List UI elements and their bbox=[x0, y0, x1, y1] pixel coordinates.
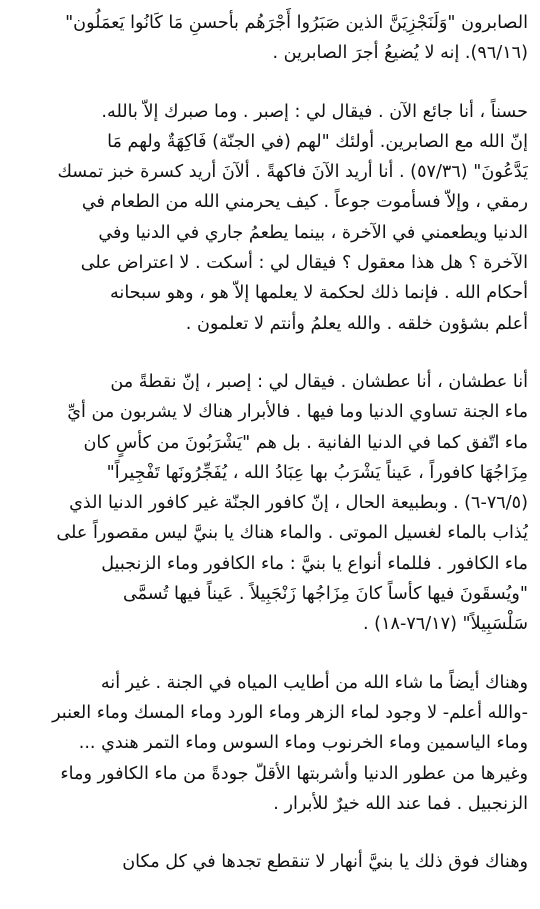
paragraph-2 bbox=[16, 97, 528, 339]
text-line: الصابرون "وَلَنَجْزِيَنَّ الذين صَبَرُوا أَجْرَهُم بأحسنِ مَا كَانُوا يَعمَلُون" bbox=[65, 13, 528, 33]
text-line: أعلم بشؤون خلقه . والله يعلمُ وأنتم لا تعلمون . bbox=[185, 313, 528, 334]
paragraph-gap bbox=[16, 640, 528, 668]
paragraph-gap bbox=[16, 69, 528, 97]
paragraph-4 bbox=[16, 668, 528, 819]
paragraph-gap bbox=[16, 339, 528, 367]
text-line: (٧٦/٥-٦) . وبطبيعة الحال ، إنّ كافور الجنّة غير كافور الدنيا الذي bbox=[69, 493, 528, 514]
text-line: ماء اتّفق كما في الدنيا الفانية . بل هم "يَشْرَبُونَ من كأسٍ كان bbox=[83, 432, 528, 453]
text-line: ماء الجنة تساوي الدنيا وما فيها . فالأبرار هناك لا يشربون من أيِّ bbox=[67, 402, 528, 423]
text-line: رمقي ، وإلاّ فسأموت جوعاً . كيف يحرمني الله من الطعام في bbox=[81, 192, 528, 213]
text-line: الزنجبيل . فما عند الله خيرٌ للأبرار . bbox=[273, 793, 528, 814]
text-line: الآخرة ؟ هل هذا معقول ؟ فيقال لي : أسكت . لا اعتراض على bbox=[80, 253, 528, 274]
text-line: أحكام الله . فإنما ذلك لحكمة لا يعلمها إلاّ هو ، وهو سبحانه bbox=[109, 283, 528, 304]
text-line: أنا عطشان ، أنا عطشان . فيقال لي : إصبر ، إنّ نقطةً من bbox=[110, 371, 528, 392]
text-line: وهناك فوق ذلك يا بنيَّ أنهار لا تنقطع تجدها في كل مكان bbox=[122, 852, 528, 873]
paragraph-gap bbox=[16, 819, 528, 847]
text-line: سَلْسَبِيلاً" (٧٦/١٧-١٨) . bbox=[363, 614, 528, 635]
text-line: يَدَّعُونَ" (٥٧/٣٦) . أنا أريد الآنَ فاكهةً . ألآنَ أريد كسرة خبز تمسك bbox=[57, 162, 528, 183]
text-line: وماء الياسمين وماء الخرنوب وماء السوس وماء التمر هندي ... bbox=[78, 733, 528, 754]
text-line: مِزَاجُهَا كافوراً ، عَيناً يَشْرَبُ بها عِبَادُ الله ، يُفَجِّرُونَها تَفْجِيراً" bbox=[106, 462, 528, 483]
paragraph-5 bbox=[16, 847, 528, 877]
text-line: وهناك أيضاً ما شاء الله من أطايب المياه في الجنة . غير أنه bbox=[100, 672, 528, 693]
text-line: الدنيا ويطعمني في الآخرة ، بينما يطعمُ جاري في الدنيا وفي bbox=[98, 222, 528, 243]
paragraph-1 bbox=[16, 8, 528, 69]
text-line: (٩٦/١٦). إنه لا يُضيعُ أجرَ الصابرين . bbox=[272, 43, 528, 64]
text-line: حسناً ، أنا جائع الآن . فيقال لي : إصبر . وما صبرك إلاّ بالله. bbox=[101, 101, 528, 122]
text-line: -والله أعلم- لا وجود لماء الزهر وماء الورد وماء المسك وماء العنبر bbox=[52, 702, 528, 723]
text-line: ماء الكافور . فللماء أنواع يا بنيَّ : ماء الكافور وماء الزنجبيل bbox=[101, 553, 528, 574]
text-line: إنّ الله مع الصابرين. أولئك "لهم (في الجنّة) فَاكِهَةٌ ولهم مَا bbox=[107, 131, 528, 152]
text-line: وغيرها من عطور الدنيا وأشربتها الأقلّ جودةً من ماء الكافور وماء bbox=[60, 763, 528, 784]
text-line: يُذاب بالماء لغسيل الموتى . والماء هناك يا بنيَّ ليس مقصوراً على bbox=[56, 523, 528, 544]
text-line: "ويُسقَونَ فيها كأساً كانَ مِزَاجُها زَنْجَبِيلاً . عَيناً فيها تُسمَّى bbox=[122, 584, 528, 605]
paragraph-3 bbox=[16, 367, 528, 640]
